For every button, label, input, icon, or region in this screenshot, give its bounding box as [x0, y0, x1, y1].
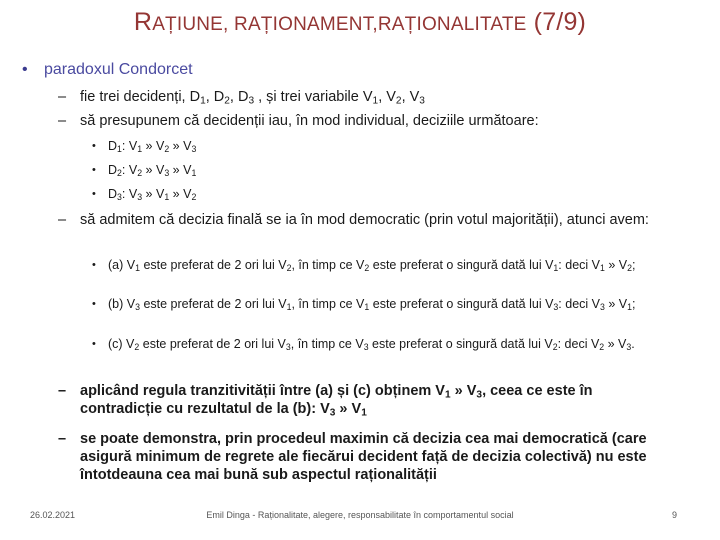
item-democratic-decision — [58, 211, 678, 229]
dash-icon: – — [58, 89, 67, 105]
preference-d3 — [92, 186, 692, 203]
item-maximin — [58, 430, 678, 484]
item-text: să presupunem că decidenții iau, în mod individual, deciziile următoare: — [80, 113, 539, 129]
result-text: (a) $V_1$ este preferat de 2 ori lui $V_2$, în timp ce $V_2$ este preferat o singură dată lui $V_1$: deci $V_1$ » $V_2$; — [108, 258, 636, 274]
preference-text: $D_3$: $V_3$ » $V_1$ » $V_2$ — [108, 187, 197, 203]
footer-date: 26.02.2021 — [30, 510, 76, 520]
dash-icon: – — [58, 431, 67, 447]
preference-text: $D_2$: $V_2$ » $V_3$ » $V_1$ — [108, 163, 197, 179]
footer-page-number: 9 — [672, 510, 678, 520]
bullet-icon: • — [92, 338, 96, 350]
preference-d1 — [92, 138, 692, 155]
dash-icon: – — [58, 383, 67, 399]
bullet-icon: • — [92, 298, 96, 310]
result-b — [92, 296, 692, 313]
title-page-indicator: (7/9) — [533, 8, 587, 36]
bullet-icon: • — [92, 188, 96, 200]
bullet-icon: • — [92, 164, 96, 176]
bullet-icon: • — [22, 61, 28, 78]
item-assume-decisions — [58, 112, 678, 130]
title-text: AȚIUNE, RAȚIONAMENT,RAȚIONALITATE — [152, 14, 527, 35]
bullet-icon: • — [92, 259, 96, 271]
bullet-icon: • — [92, 140, 96, 152]
result-text: (b) $V_3$ este preferat de 2 ori lui $V_1$, în timp ce $V_1$ este preferat o singură dată lui $V_3$: deci $V_3$ » $V_1$; — [108, 297, 636, 313]
bullet-paradox-condorcet — [22, 61, 193, 79]
item-decision-makers — [58, 88, 678, 106]
item-text: fie trei decidenți, $D_1$, $D_2$, $D_3$ , și trei variabile $V_1$, $V_2$, $V_3$ — [80, 89, 425, 107]
result-c — [92, 336, 692, 353]
item-text: să admitem că decizia finală se ia în mod democratic (prin votul majorității), atunci avem: — [80, 212, 649, 228]
dash-icon: – — [58, 113, 67, 129]
footer-author: Emil Dinga - Raționalitate, alegere, responsabilitate în comportamentul social — [206, 510, 514, 520]
preference-d2 — [92, 162, 692, 179]
item-transitivity — [58, 382, 678, 418]
item-text: aplicând regula tranzitivității între (a) și (c) obținem $V_1$ » $V_3$, ceea ce este în contradicție cu rezultatul de la (b): $V_3$ » $V_1$ — [80, 383, 593, 419]
result-text: (c) $V_2$ este preferat de 2 ori lui $V_3$, în timp ce $V_3$ este preferat o singură dată lui $V_2$: deci $V_2$ » $V_3$. — [108, 337, 635, 353]
bullet-text: paradoxul Condorcet — [44, 61, 193, 78]
result-a — [92, 257, 692, 274]
dash-icon: – — [58, 212, 67, 228]
item-text: se poate demonstra, prin procedeul maximin că decizia cea mai democratică (care asigură minimum de regrete ale fiecărui decident față de decizia colectivă) nu este întotdeauna cea mai bună sub aspectul raționalității — [80, 431, 647, 483]
preference-text: $D_1$: $V_1$ » $V_2$ » $V_3$ — [108, 139, 197, 155]
slide-title — [0, 8, 720, 37]
title-initial: R — [133, 8, 153, 36]
